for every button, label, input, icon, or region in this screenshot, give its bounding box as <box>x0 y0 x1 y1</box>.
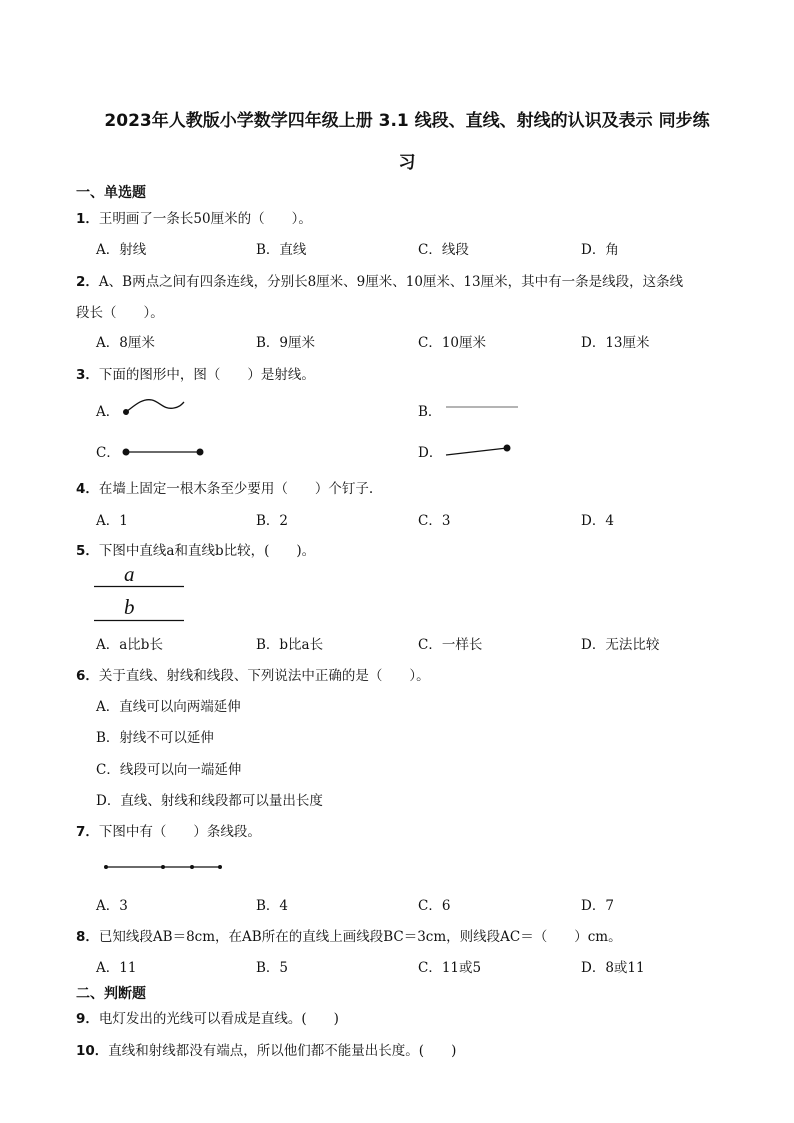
question-text: 已知线段AB＝8cm，在AB所在的直线上画线段BC＝3cm，则线段AC＝（ ）cm。 <box>98 929 622 945</box>
q6-option-a[interactable]: A．直线可以向两端延伸 <box>96 699 241 715</box>
q5-option-d[interactable]: D．无法比较 <box>581 637 660 653</box>
question-1 <box>76 207 312 227</box>
q1-option-c[interactable]: C．线段 <box>418 242 469 258</box>
q5-option-c[interactable]: C．一样长 <box>418 637 483 653</box>
q3-option-b[interactable]: B． <box>418 404 442 420</box>
section-heading-judgement: 二、判断题 <box>76 986 146 1002</box>
line-a <box>94 585 188 589</box>
page-title-continued: 习 <box>398 153 416 173</box>
question-number: 3． <box>76 367 99 383</box>
question-7 <box>76 820 261 840</box>
q7-option-c[interactable]: C．6 <box>418 898 451 914</box>
q1-option-b[interactable]: B．直线 <box>256 242 307 258</box>
point-4 <box>218 865 222 869</box>
question-number: 6． <box>76 668 99 684</box>
question-text: 王明画了一条长50厘米的（ ）。 <box>98 211 312 227</box>
q6-option-b[interactable]: B．射线不可以延伸 <box>96 730 214 746</box>
question-text: 在墙上固定一根木条至少要用（ ）个钉子. <box>98 481 374 497</box>
question-text: 下图中直线a和直线b比较，( )。 <box>98 543 316 559</box>
line-b <box>94 619 188 623</box>
ray-figure <box>444 440 516 460</box>
question-text: 下图中有（ ）条线段。 <box>98 824 261 840</box>
line-b-label: b <box>124 595 135 619</box>
q4-option-b[interactable]: B．2 <box>256 513 289 529</box>
line-a-label: a <box>124 562 135 586</box>
q3-option-d[interactable]: D． <box>418 445 443 461</box>
question-number: 8． <box>76 929 99 945</box>
question-number: 10． <box>76 1043 109 1059</box>
question-number: 9． <box>76 1011 99 1027</box>
question-number: 5． <box>76 543 99 559</box>
question-2 <box>76 270 683 290</box>
point-1 <box>104 865 108 869</box>
page-title: 2023年人教版小学数学四年级上册 3.1 线段、直线、射线的认识及表示 同步练 <box>104 111 710 131</box>
segment-figure <box>120 445 210 459</box>
question-text: 电灯发出的光线可以看成是直线。( ) <box>98 1011 339 1027</box>
q2-option-d[interactable]: D．13厘米 <box>581 335 650 351</box>
q2-option-c[interactable]: C．10厘米 <box>418 335 487 351</box>
q8-option-c[interactable]: C．11或5 <box>418 960 482 976</box>
question-10 <box>76 1039 456 1059</box>
point-2 <box>161 865 165 869</box>
q4-option-c[interactable]: C．3 <box>418 513 451 529</box>
question-3 <box>76 363 315 383</box>
question-text: A、B两点之间有四条连线，分别长8厘米、9厘米、10厘米、13厘米，其中有一条是线段，这条线 <box>98 274 684 290</box>
q7-option-b[interactable]: B．4 <box>256 898 289 914</box>
q1-option-d[interactable]: D．角 <box>581 242 619 258</box>
question-number: 1． <box>76 211 99 227</box>
question-text: 关于直线、射线和线段、下列说法中正确的是（ ）。 <box>98 668 430 684</box>
q3-option-c[interactable]: C． <box>96 445 120 461</box>
curve-figure <box>120 396 190 418</box>
q8-option-b[interactable]: B．5 <box>256 960 289 976</box>
question-9 <box>76 1007 339 1027</box>
q7-option-d[interactable]: D．7 <box>581 898 614 914</box>
q5-option-b[interactable]: B．b比a长 <box>256 637 324 653</box>
q3-option-a[interactable]: A． <box>96 404 120 420</box>
question-5 <box>76 539 315 559</box>
q6-option-d[interactable]: D．直线、射线和线段都可以量出长度 <box>96 793 323 809</box>
q5-option-a[interactable]: A．a比b长 <box>96 637 163 653</box>
question-2-continued: 段长（ ）。 <box>76 305 164 321</box>
question-text: 下面的图形中，图（ ）是射线。 <box>98 367 315 383</box>
q8-option-d[interactable]: D．8或11 <box>581 960 645 976</box>
q4-option-d[interactable]: D．4 <box>581 513 614 529</box>
q1-option-a[interactable]: A．射线 <box>96 242 147 258</box>
straight-line-figure <box>444 402 524 412</box>
four-point-line-figure <box>102 862 226 872</box>
q4-option-a[interactable]: A．1 <box>96 513 128 529</box>
q8-option-a[interactable]: A．11 <box>96 960 137 976</box>
question-number: 4． <box>76 481 99 497</box>
question-6 <box>76 664 430 684</box>
point-3 <box>190 865 194 869</box>
question-text: 直线和射线都没有端点，所以他们都不能量出长度。( ) <box>108 1043 457 1059</box>
question-number: 7． <box>76 824 99 840</box>
question-number: 2． <box>76 274 99 290</box>
q2-option-a[interactable]: A．8厘米 <box>96 335 155 351</box>
q7-option-a[interactable]: A．3 <box>96 898 128 914</box>
q6-option-c[interactable]: C．线段可以向一端延伸 <box>96 762 242 778</box>
question-4 <box>76 477 373 497</box>
q2-option-b[interactable]: B．9厘米 <box>256 335 316 351</box>
section-heading-single-choice: 一、单选题 <box>76 185 146 201</box>
question-8 <box>76 925 622 945</box>
